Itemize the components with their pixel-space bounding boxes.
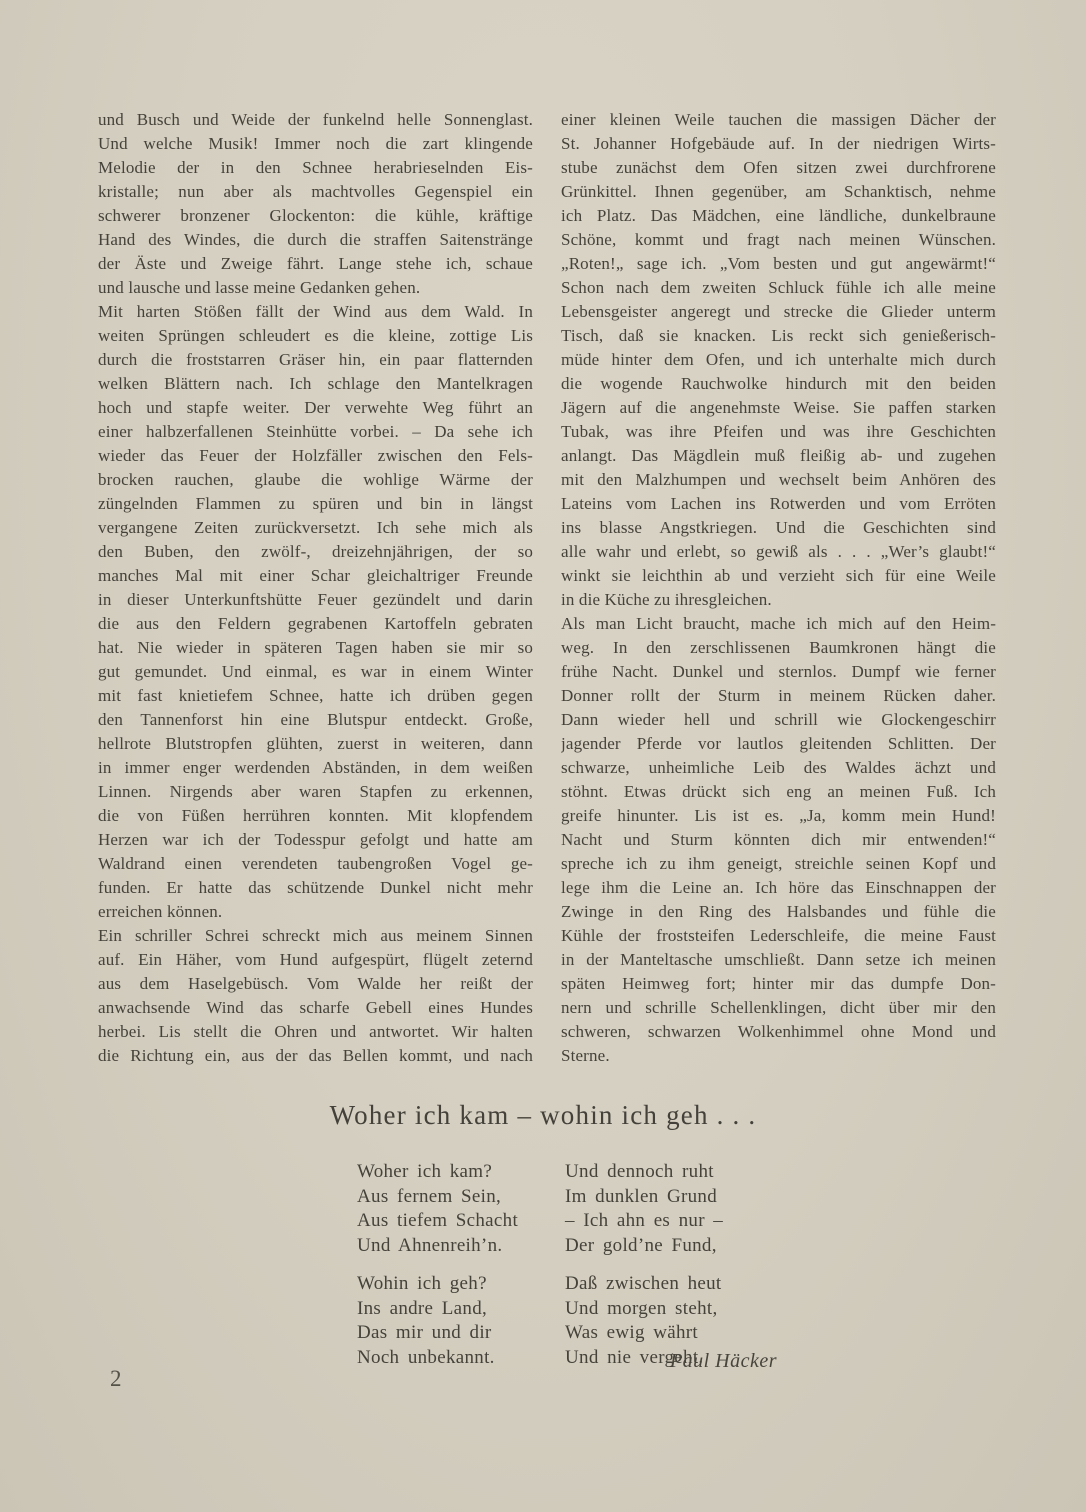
- text-line: Kühle der froststeifen Lederschleife, die meine Faust: [561, 926, 996, 945]
- article-column-right: [561, 108, 996, 1068]
- text-line: weiten Sprüngen schleudert es die kleine, zottige Lis: [98, 326, 533, 345]
- text-line: vergangene Zeiten zurückversetzt. Ich sehe mich als: [98, 518, 533, 537]
- poem-author: Paul Häcker: [669, 1350, 777, 1372]
- text-line: den Tannenforst hin eine Blutspur entdeckt. Große,: [98, 710, 533, 729]
- text-line: „Roten!„ sage ich. „Vom besten und gut angewärmt!“: [561, 254, 996, 273]
- text-line: Schon nach dem zweiten Schluck fühle ich alle meine: [561, 278, 996, 297]
- text-line: einer halbzerfallenen Steinhütte vorbei. – Da sehe ich: [98, 422, 533, 441]
- text-line: auf. Ein Häher, vom Hund aufgespürt, flügelt zeternd: [98, 950, 533, 969]
- text-line: in dieser Unterkunftshütte Feuer gezündelt und darin: [98, 590, 533, 609]
- text-line: greife hinunter. Lis ist es. „Ja, komm mein Hund!: [561, 806, 996, 825]
- text-line: ich Platz. Das Mädchen, eine ländliche, dunkelbraune: [561, 206, 996, 225]
- text-line: Sterne.: [561, 1046, 610, 1065]
- text-line: in immer enger werdenden Abständen, in dem weißen: [98, 758, 533, 777]
- poem-line: Aus fernem Sein,: [357, 1185, 502, 1207]
- text-line: spreche ich zu ihm geneigt, streichle seinen Kopf und: [561, 854, 996, 873]
- text-line: wieder das Feuer der Holzfäller zwischen den Fels-: [98, 446, 533, 465]
- text-line: und lausche und lasse meine Gedanken gehen.: [98, 278, 421, 297]
- text-line: Jägern auf die angenehmste Weise. Sie paffen starken: [561, 398, 996, 417]
- text-line: weg. In den zerschlissenen Baumkronen hängt die: [561, 638, 996, 657]
- text-line: Grünkittel. Ihnen gegenüber, am Schanktisch, nehme: [561, 182, 996, 201]
- text-line: die aus den Feldern gegrabenen Kartoffeln gebraten: [98, 614, 533, 633]
- text-line: schweren, schwarzen Wolkenhimmel ohne Mond und: [561, 1022, 996, 1041]
- text-line: stube zunächst dem Ofen sitzen zwei durchfrorene: [561, 158, 996, 177]
- text-line: hat. Nie wieder in späteren Tagen haben sie mir so: [98, 638, 533, 657]
- poem-line: Im dunklen Grund: [565, 1185, 718, 1207]
- text-line: Tubak, was ihre Pfeifen und was ihre Geschichten: [561, 422, 996, 441]
- text-line: Linnen. Nirgends aber waren Stapfen zu erkennen,: [98, 782, 533, 801]
- poem-line: Ins andre Land,: [357, 1297, 488, 1319]
- text-line: hellrote Blutstropfen glühten, zuerst in weiteren, dann: [98, 734, 533, 753]
- poem-column-left: [357, 1160, 565, 1384]
- text-line: durch die froststarren Gräser hin, ein paar flatternden: [98, 350, 533, 369]
- text-line: in die Küche zu ihresgleichen.: [561, 590, 772, 609]
- text-line: Melodie der in den Schnee herabrieselnden Eis-: [98, 158, 533, 177]
- poem-line: Und nie vergeht.: [565, 1346, 704, 1368]
- text-line: schwerer bronzener Glockenton: die kühle, kräftige: [98, 206, 533, 225]
- text-line: Waldrand einen verendeten taubengroßen Vogel ge-: [98, 854, 533, 873]
- text-line: die Richtung ein, aus der das Bellen kommt, und nach: [98, 1046, 533, 1065]
- poem-line: Wohin ich geh?: [357, 1273, 487, 1294]
- poem-line: Daß zwischen heut: [565, 1273, 722, 1294]
- text-line: nern und schrille Schellenklingen, dicht über mir den: [561, 998, 996, 1017]
- text-line: hoch und stapfe weiter. Der verwehte Weg führt an: [98, 398, 533, 417]
- text-line: müde hinter dem Ofen, und ich unterhalte mich durch: [561, 350, 996, 369]
- poem-line: Noch unbekannt.: [357, 1346, 495, 1368]
- text-line: Ein schriller Schrei schreckt mich aus meinem Sinnen: [98, 926, 533, 945]
- text-line: Nacht und Sturm könnten dich mir entwenden!“: [561, 830, 996, 849]
- poem-line: Was ewig währt: [565, 1322, 698, 1343]
- text-line: Dann wieder hell und schrill wie Glockengeschirr: [561, 710, 996, 729]
- text-line: Herzen war ich der Todesspur gefolgt und hatte am: [98, 830, 533, 849]
- poem-line: Und morgen steht,: [565, 1297, 718, 1319]
- text-line: Als man Licht braucht, mache ich mich auf den Heim-: [561, 614, 996, 633]
- text-line: winkt sie leichthin ab und verzieht sich für eine Weile: [561, 566, 996, 585]
- text-line: kristalle; nun aber als machtvolles Gegenspiel ein: [98, 182, 533, 201]
- article-text: [98, 108, 996, 1068]
- text-line: aus dem Haselgebüsch. Vom Walde her reißt der: [98, 974, 533, 993]
- text-line: manches Mal mit einer Schar gleichaltriger Freunde: [98, 566, 533, 585]
- text-line: welken Blättern nach. Ich schlage den Mantelkragen: [98, 374, 533, 393]
- poem-stanza: [357, 1160, 565, 1258]
- text-line: ins blasse Angstkriegen. Und die Geschichten sind: [561, 518, 996, 537]
- text-line: in der Manteltasche umschließt. Dann setze ich meinen: [561, 950, 996, 969]
- poem-line: Und Ahnenreih’n.: [357, 1234, 503, 1256]
- text-line: Lebensgeister angeregt und strecke die Glieder unterm: [561, 302, 996, 321]
- text-line: Tisch, daß sie knacken. Lis reckt sich genießerisch-: [561, 326, 996, 345]
- text-line: lege ihm die Leine an. Ich höre das Einschnappen der: [561, 878, 996, 897]
- poem-line: Der gold’ne Fund,: [565, 1234, 717, 1256]
- poem-line: Woher ich kam?: [357, 1161, 493, 1182]
- page-number: 2: [110, 1366, 122, 1391]
- text-line: Hand des Windes, die durch die straffen Saitenstränge: [98, 230, 533, 249]
- poem-line: Das mir und dir: [357, 1322, 492, 1343]
- poem-stanza: [357, 1272, 565, 1370]
- text-line: die von Füßen herrühren konnten. Mit klopfendem: [98, 806, 533, 825]
- text-line: mit fast knietiefem Schnee, hatte ich drüben gegen: [98, 686, 533, 705]
- text-line: jagender Pferde vor lautlos gleitenden Schlitten. Der: [561, 734, 996, 753]
- poem-stanza: [565, 1160, 785, 1258]
- poem-title: Woher ich kam – wohin ich geh . . .: [329, 1100, 757, 1130]
- poem-line: Und dennoch ruht: [565, 1161, 714, 1182]
- poem-line: Aus tiefem Schacht: [357, 1210, 519, 1231]
- text-line: die wogende Rauchwolke hindurch mit den beiden: [561, 374, 996, 393]
- text-line: gut gemundet. Und einmal, es war in einem Winter: [98, 662, 533, 681]
- text-line: herbei. Lis stellt die Ohren und antwortet. Wir halten: [98, 1022, 533, 1041]
- text-line: der Äste und Zweige fährt. Lange stehe ich, schaue: [98, 254, 533, 273]
- text-line: den Buben, den zwölf-, dreizehnjährigen, der so: [98, 542, 533, 561]
- text-line: einer kleinen Weile tauchen die massigen Dächer der: [561, 110, 996, 129]
- text-line: stöhnt. Etwas drückt sich eng an meinen Fuß. Ich: [561, 782, 996, 801]
- text-line: anwachsende Wind das scharfe Gebell eines Hundes: [98, 998, 533, 1017]
- text-line: und Busch und Weide der funkelnd helle Sonnenglast.: [98, 110, 533, 129]
- text-line: anlangt. Das Mägdlein muß fleißig ab- und zugehen: [561, 446, 996, 465]
- text-line: brocken rauchen, glaube die wohlige Wärme der: [98, 470, 533, 489]
- text-line: Zwinge in den Ring des Halsbandes und fühle die: [561, 902, 996, 921]
- text-line: späten Heimweg fort; hinter mir das dumpfe Don-: [561, 974, 996, 993]
- text-line: Lateins vom Lachen ins Rotwerden und vom Erröten: [561, 494, 996, 513]
- text-line: züngelnden Flammen zu spüren und bin in längst: [98, 494, 533, 513]
- text-line: schwarze, unheimliche Leib des Waldes ächzt und: [561, 758, 996, 777]
- text-line: alle wahr und erlebt, so gewiß als . . . „Wer’s glaubt!“: [561, 542, 996, 561]
- text-line: funden. Er hatte das schützende Dunkel nicht mehr: [98, 878, 533, 897]
- text-line: St. Johanner Hofgebäude auf. In der niedrigen Wirts-: [561, 134, 996, 153]
- text-line: erreichen können.: [98, 902, 223, 921]
- text-line: Mit harten Stößen fällt der Wind aus dem Wald. In: [98, 302, 533, 321]
- text-line: Und welche Musik! Immer noch die zart klingende: [98, 134, 533, 153]
- poem-line: – Ich ahn es nur –: [565, 1210, 724, 1231]
- text-line: Donner rollt der Sturm in meinem Rücken daher.: [561, 686, 996, 705]
- text-line: mit den Malzhumpen und wechselt beim Anhören des: [561, 470, 996, 489]
- text-line: Schöne, kommt und fragt nach meinen Wünschen.: [561, 230, 996, 249]
- article-column-left: [98, 108, 533, 1068]
- text-line: frühe Nacht. Dunkel und sternlos. Dumpf wie ferner: [561, 662, 996, 681]
